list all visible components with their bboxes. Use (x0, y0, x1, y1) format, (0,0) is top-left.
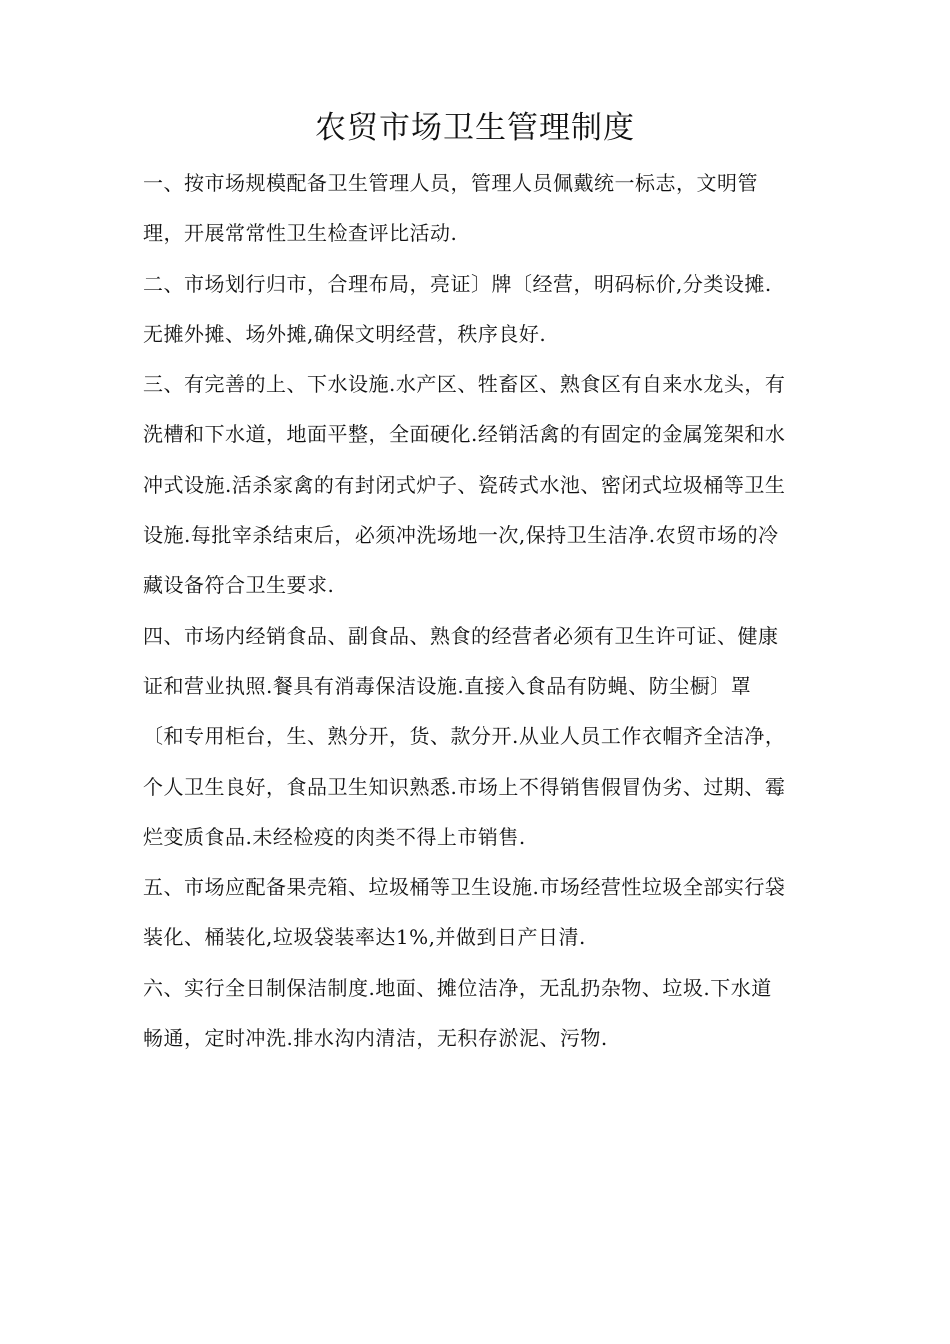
document-body (143, 158, 828, 1063)
text-line: 三、有完善的上、下水设施.水产区、牲畜区、熟食区有自来水龙头，有 (143, 372, 786, 397)
text-line: 畅通，定时冲洗.排水沟内清洁，无积存淤泥、污物. (143, 1026, 608, 1051)
text-line: 装化、桶装化,垃圾袋装率达1%,并做到日产日清. (143, 925, 586, 950)
text-line: 无摊外摊、场外摊,确保文明经营，秩序良好. (143, 321, 547, 346)
text-line: 个人卫生良好，食品卫生知识熟悉.市场上不得销售假冒伪劣、过期、霉 (143, 774, 786, 799)
text-line: 六、实行全日制保洁制度.地面、摊位洁净，无乱扔杂物、垃圾.下水道 (143, 975, 772, 1000)
text-line: 理，开展常常性卫生检查评比活动. (143, 221, 458, 246)
text-line: 冲式设施.活杀家禽的有封闭式炉子、瓷砖式水池、密闭式垃圾桶等卫生 (143, 472, 786, 497)
document-title: 农贸市场卫生管理制度 (315, 110, 635, 146)
text-line: 五、市场应配备果壳箱、垃圾桶等卫生设施.市场经营性垃圾全部实行袋 (143, 875, 786, 900)
text-line: 烂变质食品.未经检疫的肉类不得上市销售. (143, 824, 526, 849)
text-line: 〔和专用柜台，生、熟分开，货、款分开.从业人员工作衣帽齐全洁净， (143, 724, 786, 749)
text-line: 四、市场内经销食品、副食品、熟食的经营者必须有卫生许可证、健康 (143, 623, 779, 648)
text-line: 洗槽和下水道，地面平整，全面硬化.经销活禽的有固定的金属笼架和水 (143, 422, 786, 447)
text-line: 藏设备符合卫生要求. (143, 573, 335, 598)
text-line: 证和营业执照.餐具有消毒保洁设施.直接入食品有防蝇、防尘橱〕罩 (143, 673, 752, 698)
text-line: 设施.每批宰杀结束后，必须冲洗场地一次,保持卫生洁净.农贸市场的冷 (143, 523, 779, 548)
text-line: 二、市场划行归市，合理布局，亮证〕牌〔经营，明码标价,分类设摊. (143, 271, 772, 296)
text-line: 一、按市场规模配备卫生管理人员，管理人员佩戴统一标志，文明管 (143, 171, 758, 195)
